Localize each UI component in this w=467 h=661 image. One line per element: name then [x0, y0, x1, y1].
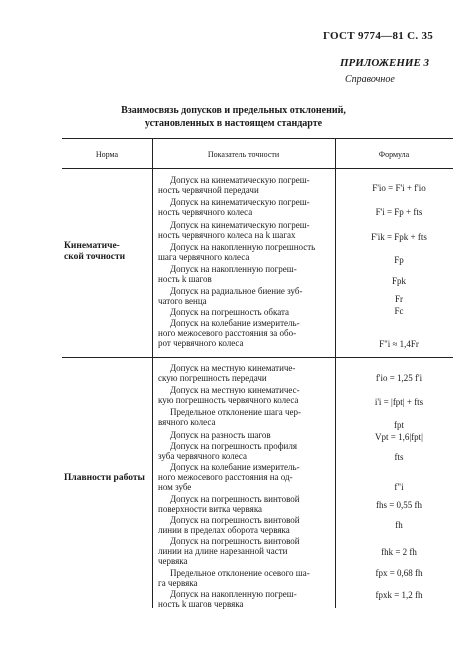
indicator-s1-l1: Допуск на местную кинематиче-	[170, 363, 296, 373]
indicator-s2-l1: Допуск на местную кинематичес-	[170, 385, 300, 395]
formula-s5: fts	[394, 452, 404, 462]
indicator-k8-l1: Допуск на колебание измеритель-	[170, 318, 300, 328]
indicator-k6-l1: Допуск на радиальное биение зуб-	[170, 286, 303, 296]
indicator-k2-l1: Допуск на кинематическую погреш-	[170, 197, 310, 207]
formula-s9: fhk = 2 fh	[381, 547, 417, 557]
formula-s11: fpxk = 1,2 fh	[375, 590, 423, 600]
indicator-s4-l1: Допуск на разность шагов	[170, 430, 271, 440]
indicator-k8-l2: ного межосевого расстояния за обо-	[158, 328, 297, 338]
column-divider-2	[335, 138, 336, 608]
indicator-k5-l2: ность k шагов	[158, 274, 212, 284]
column-header-norm: Норма	[95, 150, 119, 159]
formula-s8: fh	[395, 520, 403, 530]
indicator-k6-l2: чатого венца	[158, 296, 207, 306]
indicator-k3-l2: ность червячного колеса на k шагах	[158, 230, 296, 240]
indicator-k1-l2: ность червячной передачи	[158, 185, 259, 195]
norm-kinematic-line1: Кинематиче-	[64, 241, 120, 251]
formula-k8: F"i ≈ 1,4Fr	[379, 339, 419, 349]
indicator-s6-l2: ного межосевого расстояния на од-	[158, 472, 293, 482]
indicator-s11-l2: ность k шагов червяка	[158, 599, 244, 609]
formula-s7: fhs = 0,55 fh	[375, 500, 423, 510]
formula-k5: Fpk	[391, 276, 406, 286]
formula-k2: F'i = Fp + fts	[375, 207, 423, 217]
indicator-s1-l2: скую погрешность передачи	[158, 373, 267, 383]
indicator-s11-l1: Допуск на накопленную погреш-	[170, 589, 297, 599]
table-title-line2: установленных в настоящем стандарте	[144, 118, 323, 129]
indicator-s2-l2: кую погрешность червячного колеса	[158, 395, 299, 405]
table-title-line1: Взаимосвязь допусков и предельных отклонений,	[121, 105, 346, 116]
column-divider-1	[152, 138, 153, 608]
indicator-k7-l1: Допуск на погрешность обката	[170, 307, 290, 317]
column-header-indicator: Показатель точности	[207, 150, 280, 159]
indicator-k5-l1: Допуск на накопленную погреш-	[170, 264, 297, 274]
column-header-formula: Формула	[378, 150, 410, 159]
document-number: ГОСТ 9774—81 С. 35	[323, 30, 434, 42]
formula-k3: F'ik = Fpk + fts	[371, 232, 427, 242]
indicator-s8-l1: Допуск на погрешность винтовой	[170, 515, 300, 525]
indicator-s7-l1: Допуск на погрешность винтовой	[170, 494, 300, 504]
indicator-k4-l2: шага червячного колеса	[158, 252, 250, 262]
table-top-rule	[62, 138, 453, 139]
formula-k4: Fp	[394, 255, 404, 265]
indicator-s10-l1: Предельное отклонение осевого ша-	[170, 568, 310, 578]
reference-label: Справочное	[345, 74, 395, 85]
formula-s6: f"i	[394, 482, 404, 492]
indicator-s6-l3: ном зубе	[158, 482, 192, 492]
formula-k6: Fr	[394, 294, 403, 304]
indicator-k1-l1: Допуск на кинематическую погреш-	[170, 175, 310, 185]
indicator-s9-l1: Допуск на погрешность винтовой	[170, 536, 300, 546]
indicator-s8-l2: линии в пределах оборота червяка	[158, 525, 290, 535]
header-bottom-rule	[62, 168, 453, 169]
indicator-s9-l3: червяка	[158, 556, 188, 566]
indicator-s5-l2: зуба червячного колеса	[158, 451, 248, 461]
formula-s10: fpx = 0,68 fh	[375, 568, 423, 578]
formula-k1: F'io = F'i + f'io	[372, 183, 426, 193]
formula-s3: fpt	[394, 420, 404, 430]
norm-smoothness: Плавности работы	[64, 473, 145, 483]
indicator-s10-l2: га червяка	[158, 578, 198, 588]
indicator-k8-l3: рот червячного колеса	[158, 338, 244, 348]
appendix-label: ПРИЛОЖЕНИЕ 3	[340, 57, 430, 69]
formula-k7: Fc	[394, 306, 404, 316]
norm-kinematic-line2: ской точности	[64, 252, 126, 262]
indicator-k3-l1: Допуск на кинематическую погреш-	[170, 220, 310, 230]
formula-s4: Vpt = 1,6|fpt|	[375, 432, 423, 442]
indicator-s6-l1: Допуск на колебание измеритель-	[170, 462, 300, 472]
indicator-s7-l2: поверхности витка червяка	[158, 504, 263, 514]
formula-s2: i'i = |fpt| + fts	[374, 397, 424, 407]
indicator-k4-l1: Допуск на накопленную погрешность	[170, 242, 316, 252]
indicator-s3-l2: вячного колеса	[158, 417, 216, 427]
formula-s1: f'io = 1,25 f'i	[375, 373, 423, 383]
indicator-s9-l2: линии на длине нарезанной части	[158, 546, 288, 556]
indicator-s3-l1: Предельное отклонение шага чер-	[170, 407, 301, 417]
indicator-s5-l1: Допуск на погрешность профиля	[170, 441, 297, 451]
indicator-k2-l2: ность червячного колеса	[158, 207, 253, 217]
section-divider-rule	[62, 357, 453, 358]
